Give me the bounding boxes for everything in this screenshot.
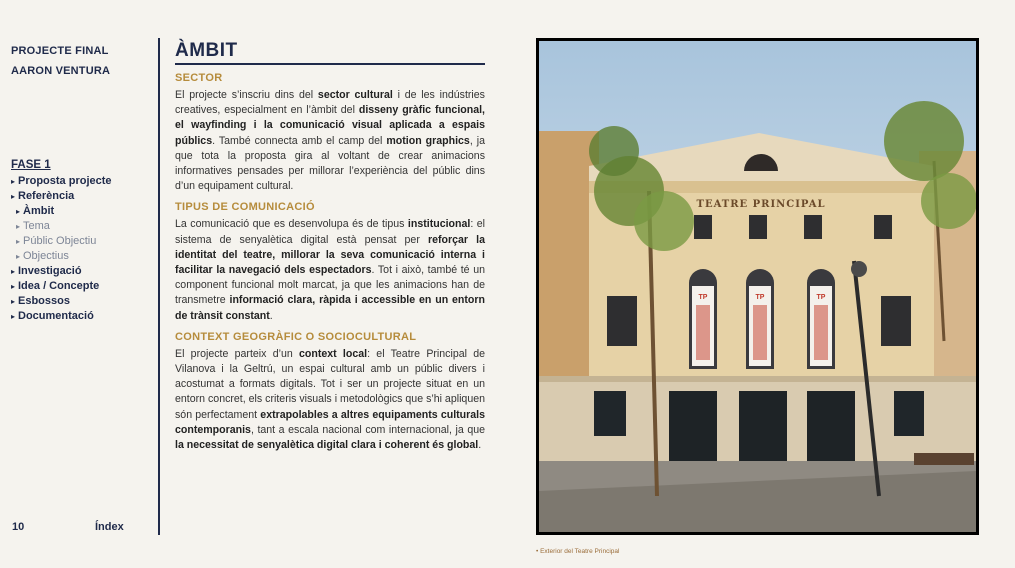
sections	[175, 71, 485, 453]
page-title: ÀMBIT	[175, 40, 485, 65]
nav-item[interactable]	[11, 264, 156, 279]
nav-item[interactable]	[11, 309, 156, 324]
text-run: .	[478, 439, 482, 452]
nav-item-label: Investigació	[18, 265, 82, 277]
photo-sign-text: TEATRE PRINCIPAL	[696, 199, 826, 210]
vertical-divider	[158, 38, 160, 535]
theatre-photo	[536, 38, 979, 535]
svg-text:TP: TP	[698, 294, 708, 301]
nav-item[interactable]	[11, 279, 156, 294]
photo-caption: • Exterior del Teatre Principal	[536, 548, 620, 555]
nav-item-label: Documentació	[18, 310, 94, 322]
main-content	[175, 40, 485, 453]
bullet-icon: ▸	[11, 177, 16, 186]
nav-item[interactable]	[11, 234, 156, 249]
nav-item[interactable]	[11, 174, 156, 189]
project-title: PROJECTE FINAL	[11, 45, 109, 57]
section-heading: CONTEXT GEOGRÀFIC O SOCIOCULTURAL	[175, 330, 417, 343]
bullet-icon: ▸	[16, 222, 21, 231]
nav-item[interactable]	[11, 204, 156, 219]
text-run: El projecte parteix d’un	[175, 347, 299, 360]
bold-text: disseny gràfic funcional, el wayfinding i la comunicació visual aplicada a espais públics	[175, 104, 485, 147]
nav-list	[11, 174, 156, 324]
bold-text: la necessitat de senyalètica digital clara i coherent és global	[175, 439, 479, 452]
nav-item[interactable]	[11, 219, 156, 234]
nav-item-label: Objectius	[23, 250, 69, 262]
bullet-icon: ▸	[16, 237, 21, 246]
text-run: La comunicació que es desenvolupa és de tipus	[175, 218, 408, 231]
text-run: : el sistema de senyalètica digital està pensat per	[175, 218, 485, 246]
nav-item-label: Referència	[18, 190, 75, 202]
text-run: , ja que tota la proposta gira al voltant de crear animacions informatives pensades per millorar l’experiència del públic dins d’un equipament cultural.	[175, 134, 485, 193]
nav-item-label: Esbossos	[18, 295, 70, 307]
bullet-icon: ▸	[16, 207, 21, 216]
bold-text: institucional	[407, 218, 471, 231]
nav-item-label: Tema	[23, 220, 50, 232]
nav-item-label: Públic Objectiu	[23, 235, 97, 247]
nav-item[interactable]	[11, 249, 156, 264]
bullet-icon: ▸	[11, 282, 16, 291]
text-run: El projecte s’inscriu dins del	[175, 89, 318, 101]
section-paragraph	[175, 88, 485, 194]
bold-text: motion graphics	[386, 134, 470, 147]
bullet-icon: ▸	[16, 252, 21, 261]
page-number: 10	[12, 521, 25, 533]
svg-text:TP: TP	[816, 294, 826, 301]
index-link[interactable]: Índex	[95, 521, 124, 533]
text-run: : el Teatre Principal de Vilanova i la Geltrú, un espai cultural amb un públic divers i acostumat a formats digitals. Tot i ser un projecte situat en un entorn concret, els criteris visuals i metodològics que s’hi apliquen són perfectament	[175, 347, 486, 421]
bullet-icon: ▸	[11, 267, 16, 276]
text-run: , tant a escala nacional com internacional, ja que	[250, 423, 485, 436]
phase-title[interactable]: FASE 1	[11, 159, 51, 171]
bullet-icon: ▸	[11, 312, 16, 321]
bold-text: context local	[299, 347, 368, 360]
author-name: AARON VENTURA	[11, 65, 111, 77]
theatre-facade-image	[539, 41, 976, 532]
text-run: . També connecta amb el camp del	[212, 134, 387, 147]
section-paragraph	[175, 347, 485, 453]
svg-text:TP: TP	[755, 294, 765, 301]
section-heading: TIPUS DE COMUNICACIÓ	[175, 201, 315, 214]
nav-item-label: Idea / Concepte	[18, 280, 100, 292]
bold-text: reforçar la identitat del teatre, millorar la seva comunicació interna i facilitar la navegació dels espectadors	[175, 233, 485, 277]
bullet-icon: ▸	[11, 192, 16, 201]
sidebar-nav	[11, 157, 156, 324]
bold-text: extrapolables a altres equipaments culturals contemporanis	[175, 408, 486, 436]
nav-item[interactable]	[11, 189, 156, 204]
section-heading: SECTOR	[175, 72, 223, 84]
nav-item-label: Àmbit	[23, 205, 55, 217]
nav-item[interactable]	[11, 294, 156, 309]
text-run: i de les indústries creatives, especialment en l’àmbit del	[175, 89, 485, 117]
bullet-icon: ▸	[11, 297, 16, 306]
text-run: .	[269, 309, 273, 322]
bold-text: sector cultural	[317, 89, 393, 101]
nav-item-label: Proposta projecte	[18, 175, 112, 187]
bold-text: informació clara, ràpida i accessible en un entorn de trànsit constant	[175, 294, 485, 322]
section-paragraph	[175, 217, 485, 323]
project-header	[11, 41, 151, 81]
text-run: . Tot i això, també té un component funcional molt marcat, ja que les animacions han de transmetre	[175, 264, 485, 307]
